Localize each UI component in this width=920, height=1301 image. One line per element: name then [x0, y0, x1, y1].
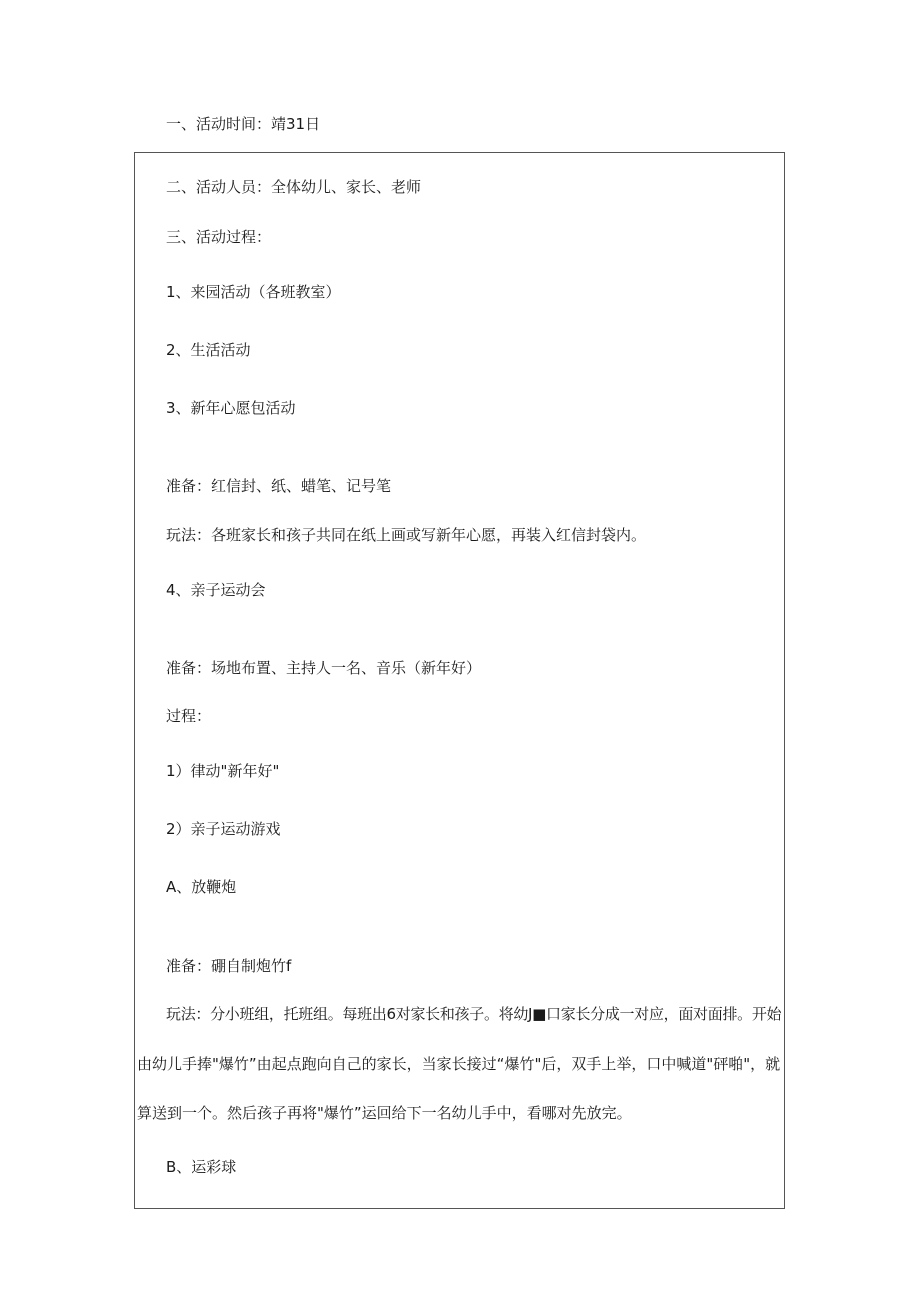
game-a-preparation: 准备：硼自制炮竹f — [166, 957, 292, 975]
activity-participants-line: 二、活动人员：全体幼儿、家长、老师 — [166, 178, 422, 196]
item-daily-life-activity: 2、生活活动 — [166, 341, 251, 359]
game-a-firecrackers: A、放鞭炮 — [166, 878, 237, 896]
sports-meet-preparation: 准备：场地布置、主持人一名、音乐（新年好） — [166, 659, 482, 677]
item-arrival-activity: 1、来园活动（各班教室） — [166, 283, 341, 301]
process-step-rhythm: 1）律动"新年好" — [166, 762, 280, 780]
content-frame — [134, 152, 785, 1209]
item-sports-meet: 4、亲子运动会 — [166, 581, 266, 599]
game-a-rules-line-2: 由幼儿手捧"爆竹”由起点跑向自己的家长，当家长接过“爆竹"后，双手上举，口中喊道"砰啪"，就 — [137, 1055, 781, 1073]
game-b-colored-balls: B、运彩球 — [166, 1158, 237, 1176]
activity-time-line: 一、活动时间：靖31日 — [166, 115, 321, 133]
wish-bag-preparation: 准备：红信封、纸、蜡笔、记号笔 — [166, 477, 392, 495]
game-a-rules-line-3: 算送到一个。然后孩子再将"爆竹”运回给下一名幼儿手中，看哪对先放完。 — [137, 1104, 632, 1122]
sports-meet-process-heading: 过程： — [166, 707, 212, 725]
process-step-games: 2）亲子运动游戏 — [166, 820, 281, 838]
activity-process-heading: 三、活动过程： — [166, 228, 272, 246]
game-a-rules-line-1: 玩法：分小班组，托班组。每班出6对家长和孩子。将幼J■口家长分成一对应，面对面排。开始 — [166, 1005, 782, 1023]
wish-bag-rules: 玩法：各班家长和孩子共同在纸上画或写新年心愿，再装入红信封袋内。 — [166, 526, 647, 544]
item-wish-bag-activity: 3、新年心愿包活动 — [166, 399, 296, 417]
